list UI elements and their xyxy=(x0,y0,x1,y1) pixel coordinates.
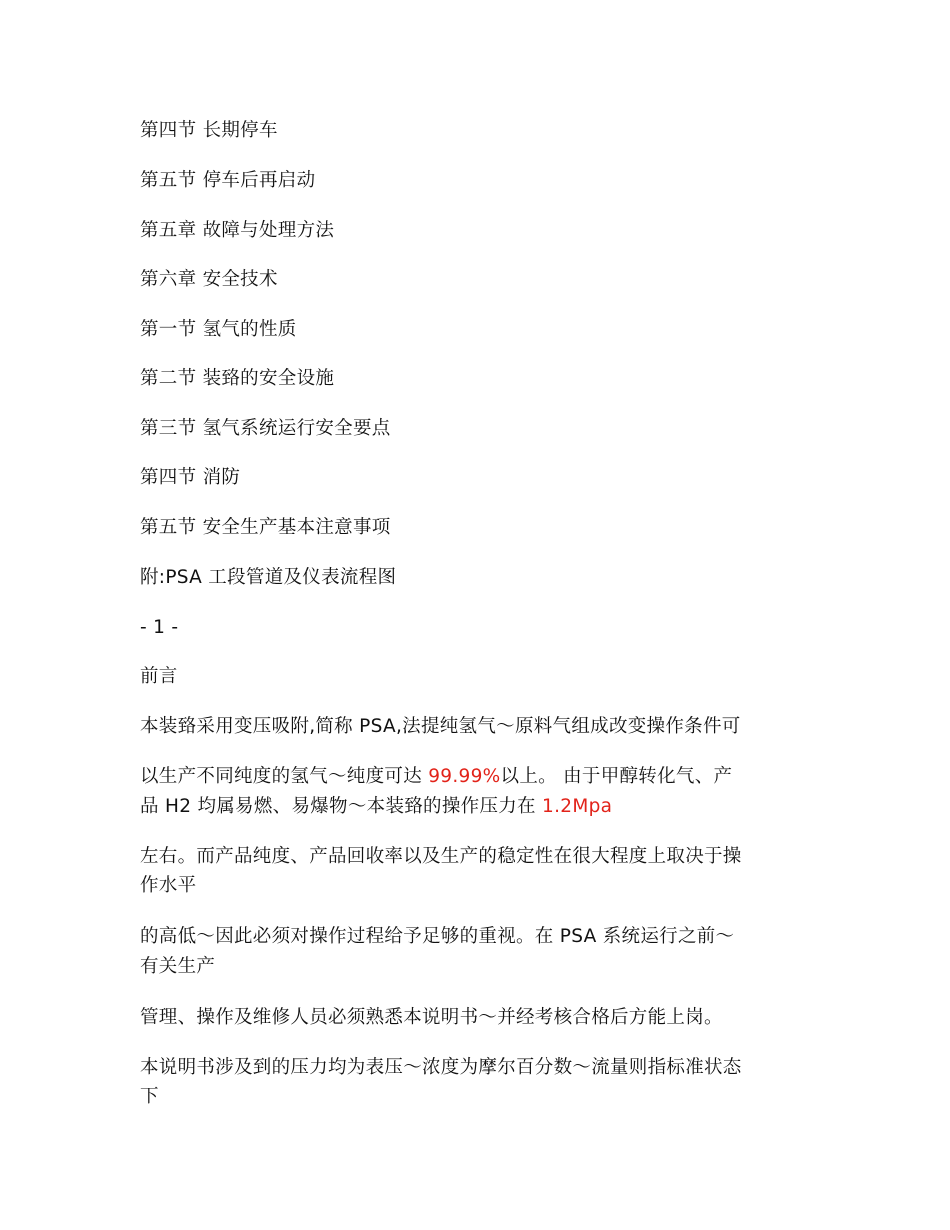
toc-entry: 第四节 消防 xyxy=(140,467,241,488)
preface-paragraph-line: 本装臵采用变压吸附,简称 PSA,法提纯氢气～原料气组成改变操作条件可 xyxy=(140,716,741,737)
preface-text: 品 H2 均属易燃、易爆物～本装臵的操作压力在 xyxy=(140,796,543,817)
preface-text: 以生产不同纯度的氢气～纯度可达 xyxy=(140,766,429,787)
pressure-value: 1.2Mpa xyxy=(542,796,613,817)
preface-paragraph-line xyxy=(140,797,612,817)
toc-entry: 第五节 停车后再启动 xyxy=(140,170,316,191)
preface-paragraph-line: 的高低～因此必须对操作过程给予足够的重视。在 PSA 系统运行之前～ xyxy=(140,926,735,947)
preface-paragraph-line xyxy=(140,767,732,787)
toc-entry: 第五节 安全生产基本注意事项 xyxy=(140,517,391,538)
toc-entry-appendix: 附:PSA 工段管道及仪表流程图 xyxy=(140,567,397,588)
preface-title: 前言 xyxy=(140,666,178,687)
preface-paragraph-line: 管理、操作及维修人员必须熟悉本说明书～并经考核合格后方能上岗。 xyxy=(140,1007,723,1028)
toc-entry: 第五章 故障与处理方法 xyxy=(140,220,335,241)
preface-paragraph-line: 下 xyxy=(140,1086,159,1107)
preface-paragraph-line: 本说明书涉及到的压力均为表压～浓度为摩尔百分数～流量则指标准状态 xyxy=(140,1057,742,1078)
toc-entry: 第一节 氢气的性质 xyxy=(140,319,297,340)
toc-entry: 第六章 安全技术 xyxy=(140,269,278,290)
toc-entry: 第三节 氢气系统运行安全要点 xyxy=(140,418,391,439)
preface-paragraph-line: 有关生产 xyxy=(140,956,216,977)
preface-paragraph-line: 左右。而产品纯度、产品回收率以及生产的稳定性在很大程度上取决于操 xyxy=(140,846,742,867)
preface-paragraph-line: 作水平 xyxy=(140,875,197,896)
purity-value: 99.99% xyxy=(428,766,501,787)
toc-entry: 第四节 长期停车 xyxy=(140,120,278,141)
page-number: - 1 - xyxy=(140,617,179,638)
preface-text: 以上。 由于甲醇转化气、产 xyxy=(500,766,733,787)
toc-entry: 第二节 装臵的安全设施 xyxy=(140,368,335,389)
